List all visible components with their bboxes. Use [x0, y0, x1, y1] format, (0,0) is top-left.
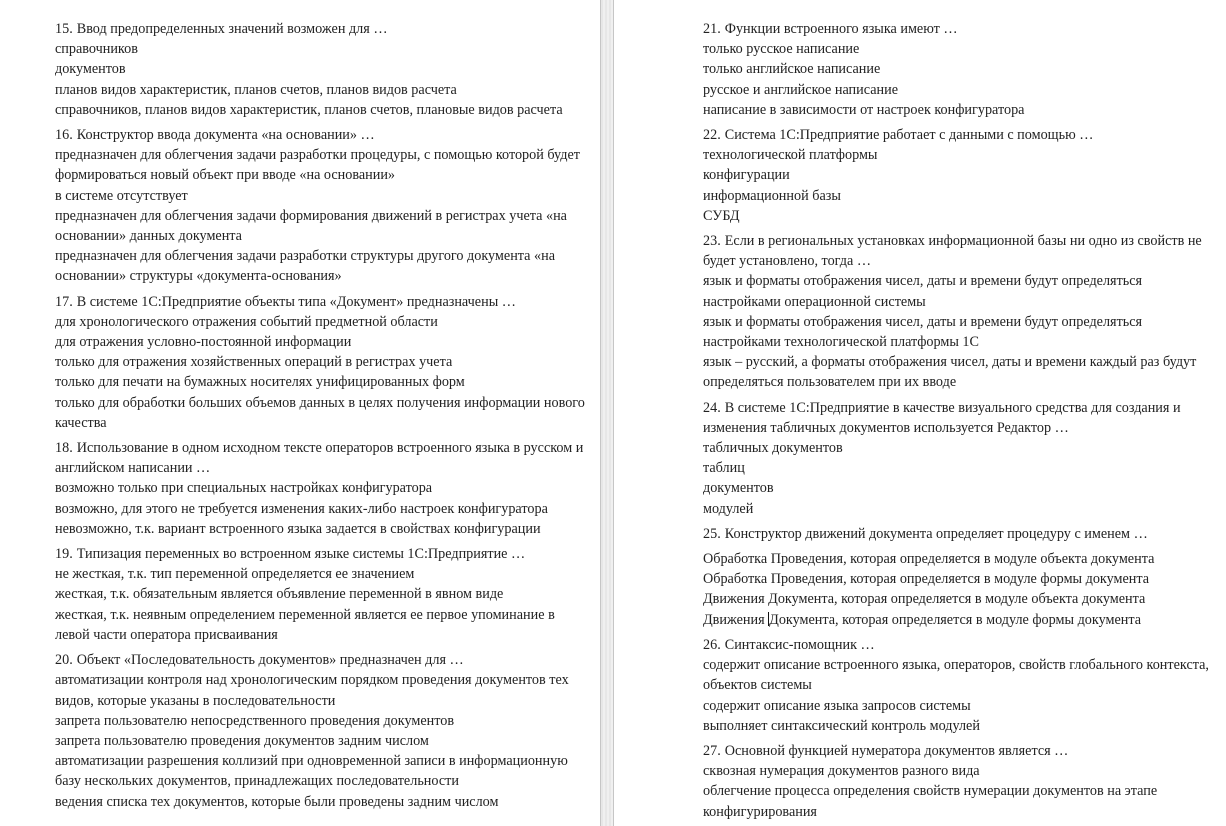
question-stem-text: Использование в одном исходном тексте операторов встроенного языка в русском и английском написании …	[55, 440, 584, 477]
question-number: 19.	[55, 546, 73, 563]
answer-option[interactable]: автоматизации разрешения коллизий при одновременной записи в информационную базу нескольких документов, принадлежащих последовательности	[55, 753, 568, 790]
question-15	[55, 19, 592, 120]
answer-option[interactable]: содержит описание языка запросов системы	[703, 697, 971, 714]
question-stem[interactable]	[703, 231, 1212, 271]
answer-option[interactable]: язык и форматы отображения чисел, даты и времени будут определяться настройками операционной системы	[703, 273, 1143, 310]
question-stem[interactable]	[703, 741, 1212, 761]
answer-option[interactable]: справочников	[55, 41, 138, 58]
question-stem[interactable]	[703, 19, 1212, 39]
question-stem-text: Объект «Последовательность документов» предназначен для …	[76, 652, 464, 669]
answer-option[interactable]: СУБД	[703, 207, 740, 224]
question-number: 21.	[703, 21, 721, 37]
question-stem-text: Основной функцией нумератора документов является …	[724, 742, 1069, 759]
answer-option[interactable]: выполняет синтаксический контроль модулей	[703, 717, 980, 734]
question-20	[55, 650, 592, 812]
question-stem[interactable]	[703, 635, 1212, 655]
answer-option[interactable]: сквозная нумерация документов разного вида	[703, 763, 980, 780]
question-number: 17.	[55, 293, 73, 310]
answer-option[interactable]: Обработка Проведения, которая определяется в модуле формы документа	[703, 571, 1150, 588]
page-right-content[interactable]	[614, 0, 1226, 822]
question-number: 18.	[55, 440, 73, 457]
answer-option[interactable]: ведения списка тех документов, которые были проведены задним числом	[55, 793, 499, 810]
question-19	[55, 544, 592, 645]
answer-option[interactable]: язык – русский, а форматы отображения чисел, даты и времени каждый раз будут определяться пользователем при их вводе	[703, 354, 1197, 391]
answer-option[interactable]: для отражения условно-постоянной информации	[55, 334, 352, 351]
question-stem[interactable]	[55, 292, 592, 312]
answer-option[interactable]: документов	[703, 480, 774, 497]
question-stem[interactable]	[55, 650, 592, 670]
answer-option[interactable]: только для печати на бумажных носителях унифицированных форм	[55, 374, 465, 391]
question-stem[interactable]	[55, 125, 592, 145]
answer-option[interactable]: модулей	[703, 500, 754, 517]
answer-option[interactable]: невозможно, т.к. вариант встроенного языка задается в свойствах конфигурации	[55, 520, 541, 537]
question-number: 23.	[703, 233, 721, 250]
question-stem[interactable]	[55, 544, 592, 564]
answer-option[interactable]: возможно только при специальных настройках конфигуратора	[55, 480, 433, 497]
answer-option[interactable]: Движения Документа, которая определяется в модуле формы документа	[703, 611, 1142, 628]
question-18	[55, 438, 592, 539]
question-27	[703, 741, 1212, 822]
answer-option[interactable]: планов видов характеристик, планов счетов, планов видов расчета	[55, 81, 457, 98]
answer-option[interactable]: не жесткая, т.к. тип переменной определяется ее значением	[55, 566, 415, 583]
question-23	[703, 231, 1212, 393]
answer-option[interactable]: таблиц	[703, 460, 745, 477]
answer-option[interactable]: написание в зависимости от настроек конфигуратора	[703, 101, 1025, 118]
question-24	[703, 398, 1212, 519]
answer-option[interactable]: предназначен для облегчения задачи разработки процедуры, с помощью которой будет формироваться новый объект при вводе «на основании»	[55, 147, 580, 184]
answer-option[interactable]: запрета пользователю непосредственного проведения документов	[55, 712, 455, 729]
question-stem[interactable]	[703, 125, 1212, 145]
answer-option[interactable]: документов	[55, 61, 126, 78]
answer-option[interactable]: язык и форматы отображения чисел, даты и времени будут определяться настройками технологической платформы 1С	[703, 313, 1143, 351]
question-stem-text: В системе 1С:Предприятие в качестве визуального средства для создания и изменения табличных документов используется Редактор …	[703, 399, 1181, 436]
question-number: 20.	[55, 652, 73, 669]
question-stem[interactable]	[703, 398, 1212, 438]
question-22	[703, 125, 1212, 226]
question-stem-text: Конструктор ввода документа «на основании» …	[76, 127, 375, 144]
answer-option[interactable]: Движения Документа, которая определяется в модуле объекта документа	[703, 591, 1146, 608]
question-25	[703, 524, 1212, 630]
answer-option[interactable]: только для отражения хозяйственных операций в регистрах учета	[55, 354, 453, 371]
question-stem[interactable]	[703, 524, 1212, 544]
answer-option[interactable]: только русское написание	[703, 41, 860, 58]
answer-option[interactable]: русское и английское написание	[703, 81, 898, 98]
answer-option[interactable]: облегчение процесса определения свойств нумерации документов на этапе конфигурирования	[703, 783, 1158, 820]
question-stem-text: Синтаксис-помощник …	[724, 636, 875, 653]
page-left-content[interactable]	[0, 0, 600, 812]
question-number: 25.	[703, 525, 721, 542]
answer-option[interactable]: табличных документов	[703, 440, 843, 457]
question-16	[55, 125, 592, 287]
answer-option[interactable]: содержит описание встроенного языка, операторов, свойств глобального контекста, объектов системы	[703, 657, 1209, 694]
answer-option[interactable]: жесткая, т.к. обязательным является объявление переменной в явном виде	[55, 586, 504, 603]
text-cursor	[768, 612, 769, 626]
question-number: 27.	[703, 742, 721, 759]
question-number: 15.	[55, 21, 73, 37]
answer-option[interactable]: только для обработки больших объемов данных в целях получения информации нового качества	[55, 394, 585, 431]
question-stem[interactable]	[55, 438, 592, 478]
answer-option[interactable]: для хронологического отражения событий предметной области	[55, 313, 438, 330]
question-stem-text: Конструктор движений документа определяет процедуру с именем …	[724, 525, 1148, 542]
answer-option[interactable]: автоматизации контроля над хронологическим порядком проведения документов тех видов, которые указаны в последовательности	[55, 672, 569, 709]
answer-option[interactable]: справочников, планов видов характеристик, планов счетов, плановые видов расчета	[55, 101, 563, 118]
question-stem-text: Ввод предопределенных значений возможен для …	[76, 21, 388, 37]
page-right[interactable]	[614, 0, 1226, 826]
page-divider	[600, 0, 614, 826]
question-stem[interactable]	[55, 19, 592, 39]
question-21	[703, 19, 1212, 120]
answer-option[interactable]: в системе отсутствует	[55, 187, 188, 204]
question-stem-text: Если в региональных установках информационной базы ни одно из свойств не будет установлено, тогда …	[703, 233, 1202, 270]
answer-option[interactable]: жесткая, т.к. неявным определением переменной является ее первое упоминание в левой части оператора присваивания	[55, 606, 555, 643]
answer-option[interactable]: запрета пользователю проведения документов задним числом	[55, 732, 429, 749]
question-stem-text: Система 1С:Предприятие работает с данными с помощью …	[724, 127, 1094, 144]
question-stem-text: В системе 1С:Предприятие объекты типа «Документ» предназначены …	[76, 293, 516, 310]
question-number: 24.	[703, 399, 721, 416]
answer-option[interactable]: предназначен для облегчения задачи разработки структуры другого документа «на основании» структуры «документа-основания»	[55, 248, 556, 285]
answer-option[interactable]: технологической платформы	[703, 147, 878, 164]
question-number: 16.	[55, 127, 73, 144]
answer-option[interactable]: возможно, для этого не требуется изменения каких-либо настроек конфигуратора	[55, 500, 548, 517]
question-26	[703, 635, 1212, 736]
answer-option[interactable]: предназначен для облегчения задачи формирования движений в регистрах учета «на основании» данных документа	[55, 207, 567, 245]
question-stem-text: Типизация переменных во встроенном языке системы 1С:Предприятие …	[76, 546, 526, 563]
question-number: 26.	[703, 636, 721, 653]
page-left[interactable]	[0, 0, 600, 826]
answer-option[interactable]: информационной базы	[703, 187, 841, 204]
question-17	[55, 292, 592, 433]
question-number: 22.	[703, 127, 721, 144]
answer-option[interactable]: только английское написание	[703, 61, 881, 78]
answer-option[interactable]: конфигурации	[703, 167, 790, 184]
answer-option[interactable]: Обработка Проведения, которая определяется в модуле объекта документа	[703, 551, 1155, 568]
question-stem-text: Функции встроенного языка имеют …	[724, 21, 958, 37]
